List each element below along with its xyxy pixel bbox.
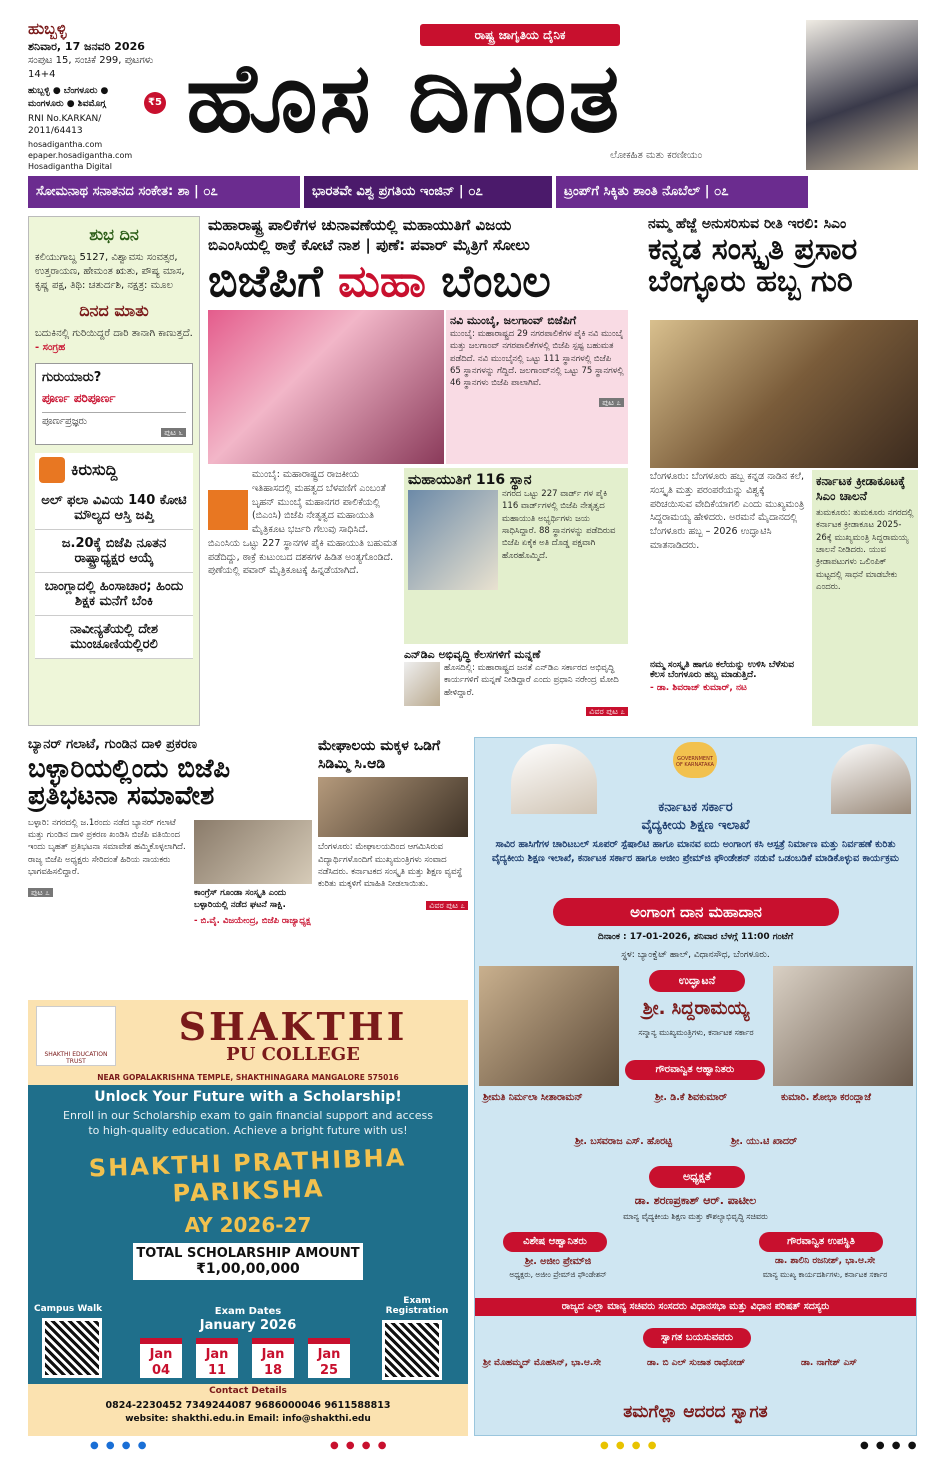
sidebox-title: ನವಿ ಮುಂಬೈ, ಜಲಗಾಂವ್ ಬಿಜೆಪಿಗೆ — [450, 314, 577, 327]
special-label: ವಿಶೇಷ ಆಹ್ವಾನಿತರು — [503, 1232, 607, 1252]
shakthi-name: SHAKTHI — [178, 1004, 408, 1049]
inaug-label: ಉದ್ಘಾಟನೆ — [649, 970, 745, 992]
kirusuddi-title: ಕಿರುಸುದ್ದಿ — [71, 460, 118, 479]
bellary-body: ಬಳ್ಳಾರಿ: ನಗರದಲ್ಲಿ ಜ.1ರಂದು ನಡೆದ ಬ್ಯಾನರ್ ಗಲಾಟೆ ಮತ್ತು ಗುಂಡಿನ ದಾಳಿ ಪ್ರಕರಣ ಖಂಡಿಸಿ ಬಿಜೆಪಿ ವತಿಯಿಂದ ಇಂದು ಬೃಹತ್ ಪ್ರತಿಭಟನಾ ಸಮಾವೇಶ ಹಮ್ಮಿಕೊಳ್ಳಲಾಗಿದೆ. ರಾಜ್ಯ ಬಿಜೆಪಿ ಅಧ್ಯಕ್ಷರು ಸೇರಿದಂತೆ ಹಿರಿಯ ನಾಯಕರು ಭಾಗವಹಿಸಲಿದ್ದಾರೆ. — [28, 817, 186, 877]
contact-label: Contact Details — [209, 1386, 287, 1396]
date-month: Jan — [205, 1347, 229, 1362]
kiru-item[interactable]: ಅಲ್ ಫಲಾ ವಿವಿಯ 140 ಕೋಟಿ ಮೌಲ್ಯದ ಆಸ್ತಿ ಜಪ್ತಿ — [35, 487, 193, 530]
presence-role: ಮಾನ್ಯ ಮುಖ್ಯ ಕಾರ್ಯದರ್ಶಿಗಳು, ಕರ್ನಾಟಕ ಸರ್ಕಾರ — [762, 1270, 888, 1279]
special-role: ಅಧ್ಯಕ್ಷರು, ಅಜೀಂ ಪ್ರೇಮ್‌ಜಿ ಫೌಂಡೇಶನ್ — [509, 1270, 607, 1279]
edition-city: ಹುಬ್ಬಳ್ಳಿ — [28, 19, 67, 38]
nda-title: ಎನ್‌ಡಿಎ ಅಭಿವೃದ್ಧಿ ಕೆಲಸಗಳಿಗೆ ಮನ್ನಣೆ — [404, 648, 541, 661]
date-box — [252, 1338, 294, 1378]
lead-kicker-2: ಬಿಎಂಸಿಯಲ್ಲಿ ಠಾಕ್ರೆ ಕೋಟೆ ನಾಶ | ಪುಣೆ: ಪವಾರ್ ಮೈತ್ರಿಗೆ ಸೋಲು — [208, 235, 530, 254]
hostel-headline[interactable]: ಮೇಘಾಲಯ ಮಕ್ಕಳ ಒಡಿಗೆ ಸಿಡಿಮ್ಮಿ ಸಿ.ಆಡಿ — [318, 738, 441, 773]
gov-desc: ಸಾವಿರ ಹಾಸಿಗೆಗಳ ಚಾರಿಟಬಲ್ ಸೂಪರ್ ಸ್ಪೆಷಾಲಿಟಿ ಹಾಗೂ ಮಾನವ ಐದು ಅಂಗಾಂಗ ಕಸಿ ಆಸ್ಪತ್ರೆ ನಿರ್ಮಾಣ ಮತ್ತು ನಿರ್ವಹಣೆ ಕುರಿತು ವೈದ್ಯಕೀಯ ಶಿಕ್ಷಣ ಇಲಾಖೆ, ಕರ್ನಾಟಕ ಸರ್ಕಾರ ಹಾಗೂ ಅಜೀಂ ಪ್ರೇಮ್‌ಜಿ ಫೌಂಡೇಶನ್ ನಡುವೆ ಒಡಂಬಡಿಕೆ ಮಾಡಿಕೊಳ್ಳುವ ಕಾರ್ಯಕ್ರಮ — [492, 839, 899, 865]
lead-body — [208, 468, 400, 718]
lead-body-text: ಮುಂಬೈ: ಮಹಾರಾಷ್ಟ್ರದ ರಾಜಕೀಯ ಇತಿಹಾಸದಲ್ಲಿ ಮಹತ್ವದ ಬೆಳವಣಿಗೆ ಎಂಬಂತೆ ಬೃಹನ್ ಮುಂಬೈ ಮಹಾನಗರ ಪಾಲಿಕೆಯಲ್ಲಿ (ಬಿಎಂಸಿ) ಬಿಜೆಪಿ ನೇತೃತ್ವದ ಮಹಾಯುತಿ ಮೈತ್ರಿಕೂಟ ಭರ್ಜರಿ ಗೆಲುವು ಸಾಧಿಸಿದೆ. ಬಿಎಂಸಿಯ ಒಟ್ಟು 227 ಸ್ಥಾನಗಳ ಪೈಕಿ ಮಹಾಯುತಿ ಬಹುಮತ ಪಡೆದಿದ್ದು, ಠಾಕ್ರೆ ಕುಟುಂಬದ ದಶಕಗಳ ಹಿಡಿತ ಅಂತ್ಯಗೊಂಡಿದೆ. ಪುಣೆಯಲ್ಲಿ ಪವಾರ್ ಮೈತ್ರಿಕೂಟಕ್ಕೆ ಹಿನ್ನಡೆಯಾಗಿದೆ. — [208, 469, 398, 577]
sidebox-text: ಮುಂಬೈ: ಮಹಾರಾಷ್ಟ್ರದ 29 ನಗರಪಾಲಿಕೆಗಳ ಪೈಕಿ ನವಿ ಮುಂಬೈ ಮತ್ತು ಜಲಗಾಂವ್ ನಗರಪಾಲಿಕೆಗಳಲ್ಲಿ ಬಿಜೆಪಿ ಸ್ಪಷ್ಟ ಬಹುಮತ ಪಡೆದಿದೆ. ನವಿ ಮುಂಬೈನಲ್ಲಿ ಒಟ್ಟು 111 ಸ್ಥಾನಗಳಲ್ಲಿ ಬಿಜೆಪಿ 65 ಸ್ಥಾನಗಳನ್ನು ಗೆದ್ದಿದೆ. ಜಲಗಾಂವ್‌ನಲ್ಲಿ ಒಟ್ಟು 75 ಸ್ಥಾನಗಳಲ್ಲಿ 46 ಸ್ಥಾನಗಳು ಬಿಜೆಪಿ ಪಾಲಾಗಿವೆ. — [450, 329, 624, 389]
event-venue: ಸ್ಥಳ: ಬ್ಯಾಂಕ್ವೆಟ್ ಹಾಲ್, ವಿಧಾನಸೌಧ, ಬೆಂಗಳೂರು. — [621, 950, 770, 960]
date-day: 11 — [207, 1363, 227, 1378]
scholarship-total: TOTAL SCHOLARSHIP AMOUNT — [136, 1245, 360, 1261]
guest-name: ಶ್ರೀಮತಿ ನಿರ್ಮಲಾ ಸೀತಾರಾಮನ್ — [483, 1092, 583, 1103]
inaug-name: ಶ್ರೀ. ಸಿದ್ದರಾಮಯ್ಯ — [642, 998, 750, 1019]
mahayuti-box — [404, 468, 628, 644]
tagline: ರಾಷ್ಟ್ರ ಜಾಗೃತಿಯ ದೈನಿಕ — [420, 24, 620, 46]
date-day: 18 — [263, 1363, 283, 1378]
kiru-item[interactable]: ಬಾಂಗ್ಲಾದಲ್ಲಿ ಹಿಂಸಾಚಾರ; ಹಿಂದು ಶಿಕ್ಷಕ ಮನೆಗೆ ಬೆಂಕಿ — [35, 573, 193, 616]
shakthi-exam: SHAKTHI PRATHIBHA PARIKSHA — [88, 1143, 407, 1208]
lead-sidebox — [446, 310, 628, 464]
shakthi-desc: Enroll in our Scholarship exam to gain financial support and access to high-quality education. Achieve a bright future with us! — [63, 1109, 433, 1137]
hostel-story — [318, 737, 468, 995]
hostel-photo — [318, 777, 468, 837]
thumb-icon — [39, 457, 65, 483]
guest-name: ಶ್ರೀ. ಯು.ಟಿ ಖಾದರ್ — [731, 1136, 798, 1147]
website-link[interactable]: hosadigantha.com — [28, 140, 103, 149]
shubha-dina-text: ಕಲಿಯುಗಾಬ್ದ 5127, ವಿಶ್ವಾವಸು ಸಂವತ್ಸರ, ಉತ್ತರಾಯಣ, ಹೇಮಂತ ಋತು, ಪೌಷ್ಯ ಮಾಸ, ಕೃಷ್ಣ ಪಕ್ಷ, ತಿಥಿ: ಚತುರ್ದಶಿ, ನಕ್ಷತ್ರ: ಮೂಲ — [35, 252, 185, 291]
modi-photo — [404, 662, 440, 706]
gov-emblem-icon: GOVERNMENT OF KARNATAKA — [673, 742, 717, 778]
teaser-2[interactable]: ಭಾರತವೇ ವಿಶ್ವ ಪ್ರಗತಿಯ ಇಂಜಿನ್ | ೦೭ — [304, 176, 552, 208]
mahayuti-title: ಮಹಾಯುತಿಗೆ 116 ಸ್ಥಾನ — [408, 472, 532, 488]
scholarship-box — [133, 1243, 363, 1280]
headline-part-c: ಬೆಂಬಲ — [425, 256, 551, 307]
guests-label: ಗೌರವಾನ್ವಿತ ಆಹ್ವಾನಿತರು — [625, 1060, 765, 1080]
quote-author: - ಡಾ. ಶಿವರಾಜ್ ಕುಮಾರ್, ನಟ — [650, 683, 747, 693]
mahayuti-photo — [408, 490, 498, 590]
issue-date: ಶನಿವಾರ, 17 ಜನವರಿ 2026 — [28, 39, 145, 53]
shakthi-logo-icon: SHAKTHI EDUCATION TRUST — [36, 1006, 116, 1066]
register-marks-icon: ● ● ● ● — [600, 1440, 659, 1451]
welcome-label: ಸ್ವಾಗತ ಬಯಸುವವರು — [643, 1328, 751, 1348]
exam-month: January 2026 — [199, 1318, 297, 1333]
header-photo — [806, 20, 918, 170]
masthead-logo[interactable] — [186, 42, 622, 154]
scholarship-amount: ₹1,00,00,000 — [196, 1260, 300, 1277]
guest-name: ಶ್ರೀ. ಬಸವರಾಜ ಎಸ್. ಹೊರಟ್ಟಿ — [575, 1136, 672, 1147]
shubha-dina-title: ಶುಭ ದಿನ — [89, 225, 139, 244]
right-headline-1[interactable]: ಕನ್ನಡ ಸಂಸ್ಕೃತಿ ಪ್ರಸಾರ — [648, 232, 858, 267]
registration-qr-icon[interactable] — [382, 1320, 442, 1380]
digital-link[interactable]: Hosadigantha Digital — [28, 161, 112, 171]
quiz-page: ಪುಟ ೬ — [161, 428, 186, 437]
lead-kicker-1: ಮಹಾರಾಷ್ಟ್ರ ಪಾಲಿಕೆಗಳ ಚುನಾವಣೆಯಲ್ಲಿ ಮಹಾಯುತಿಗೆ ವಿಜಯ — [208, 216, 512, 234]
kiru-item[interactable]: ಜ.20ಕ್ಕೆ ಬಿಜೆಪಿ ನೂತನ ರಾಷ್ಟ್ರಾಧ್ಯಕ್ಷರ ಆಯ್ಕೆ — [35, 530, 193, 573]
campus-qr-icon[interactable] — [42, 1318, 102, 1378]
shakthi-ay: AY 2026-27 — [184, 1212, 312, 1237]
right-kicker: ನಮ್ಮ ಹೆಜ್ಜೆ ಅನುಸರಿಸುವ ರೀತಿ ಇರಲಿ: ಸಿಎಂ — [648, 216, 847, 232]
bellary-sidequote-author: - ಬಿ.ವೈ. ವಿಜಯೇಂದ್ರ, ಬಿಜೆಪಿ ರಾಜ್ಯಾಧ್ಯಕ್ಷ — [194, 915, 311, 926]
gov-footer: ತಮಗೆಲ್ಲಾ ಆದರದ ಸ್ವಾಗತ — [623, 1402, 768, 1422]
special-name: ಶ್ರೀ. ಅಜೀಂ ಪ್ರೇಮ್‌ಜಿ — [524, 1256, 592, 1267]
shakthi-advertisement[interactable] — [28, 1000, 468, 1436]
headline-part-a: ಬಿಜೆಪಿಗೆ — [208, 256, 338, 307]
shakthi-address: NEAR GOPALAKRISHNA TEMPLE, SHAKTHINAGARA MANGALORE 575016 — [28, 1072, 468, 1085]
right-photo — [650, 320, 918, 468]
lead-story — [208, 216, 636, 305]
event-photo-left — [479, 966, 619, 1086]
contact-section — [28, 1384, 468, 1436]
exam-date-list — [140, 1338, 350, 1378]
kirusuddi-box — [35, 453, 193, 659]
quote-text: ನಮ್ಮ ಸಂಸ್ಕೃತಿ ಹಾಗೂ ಕಲೆಯನ್ನು ಉಳಿಸಿ ಬೆಳೆಸುವ ಕೆಲಸ ಬೆಂಗಳೂರು ಹಬ್ಬ ಮಾಡುತ್ತಿದೆ. — [650, 660, 794, 680]
shakthi-unlock: Unlock Your Future with a Scholarship! — [94, 1089, 402, 1105]
register-marks-icon: ● ● ● ● — [860, 1440, 919, 1451]
date-box — [196, 1338, 238, 1378]
editions: ಹುಬ್ಬಳ್ಳಿ ● ಬೆಂಗಳೂರು ● ಮಂಗಳೂರು ● ಶಿವಮೊಗ್ಗ — [28, 86, 109, 109]
headline-part-b: ಮಹಾ — [337, 256, 426, 307]
right-quote — [650, 660, 808, 693]
nda-box — [404, 648, 628, 724]
chair-name: ಡಾ. ಶರಣಪ್ರಕಾಶ್ ಆರ್. ಪಾಟೀಲ — [634, 1194, 757, 1207]
chair-role: ಮಾನ್ಯ ವೈದ್ಯಕೀಯ ಶಿಕ್ಷಣ ಮತ್ತು ಕೌಶಲ್ಯಾಭಿವೃದ್ಧಿ ಸಚಿವರು — [623, 1212, 768, 1221]
date-day: 04 — [151, 1363, 171, 1378]
date-box — [308, 1338, 350, 1378]
masthead-subtitle: ಲೋಕಹಿತ ಮತು ಕರಣೀಯಂ — [610, 150, 703, 161]
dinada-matu-author: - ಸಂಗ್ರಹ — [35, 342, 66, 353]
gov-dept-2: ವೈದ್ಯಕೀಯ ಶಿಕ್ಷಣ ಇಲಾಖೆ — [641, 818, 750, 833]
campus-label: Campus Walk — [34, 1304, 103, 1314]
quiz-title: ಗುರುಯಾರು? — [42, 370, 102, 385]
sports-box — [812, 470, 918, 726]
masthead-text-c: ತ — [568, 42, 622, 154]
bellary-photo — [194, 820, 312, 884]
shakthi-sub: PU COLLEGE — [226, 1044, 360, 1065]
left-column — [28, 216, 200, 726]
epaper-link[interactable]: epaper.hosadigantha.com — [28, 150, 133, 160]
gov-dept-1: ಕರ್ನಾಟಕ ಸರ್ಕಾರ — [658, 800, 733, 815]
date-month: Jan — [317, 1347, 341, 1362]
contact-web[interactable]: website: shakthi.edu.in Email: info@shakthi.edu — [125, 1414, 371, 1424]
gov-advertisement[interactable] — [474, 737, 917, 1436]
guest-name: ಶ್ರೀ. ಡಿ.ಕೆ ಶಿವಕುಮಾರ್ — [655, 1092, 727, 1103]
exam-dates-label: Exam Dates — [214, 1306, 282, 1317]
presence-label: ಗೌರವಾನ್ವಿತ ಉಪಸ್ಥಿತಿ — [759, 1232, 883, 1252]
sports-title: ಕರ್ನಾಟಕ ಕ್ರೀಡಾಕೂಟಕ್ಕೆ ಸಿಎಂ ಚಾಲನೆ — [816, 474, 906, 503]
masthead-text-a: ಹೊಸ ದಿಗ — [186, 42, 569, 154]
dinada-matu-text: ಬದುಕಿನಲ್ಲಿ ಗುರಿಯಿದ್ದರೆ ದಾರಿ ತಾನಾಗಿ ಕಾಣುತ್ತದೆ. — [35, 328, 193, 339]
price-badge: ₹5 — [144, 92, 166, 114]
welcome-name: ಶ್ರೀ ಮೊಹಮ್ಮದ್ ಮೊಹಸಿನ್, ಭಾ.ಆ.ಸೇ — [483, 1358, 602, 1368]
dinada-matu-title: ದಿನದ ಮಾತು — [79, 301, 149, 320]
nda-page: ವಿವರ ಪುಟ ೭ — [586, 707, 628, 716]
issue-number: ಸಂಪುಟ 15, ಸಂಚಿಕೆ 299, ಪುಟಗಳು 14+4 — [28, 55, 154, 80]
right-body: ಬೆಂಗಳೂರು: ಬೆಂಗಳೂರು ಹಬ್ಬ ಕನ್ನಡ ನಾಡಿನ ಕಲೆ, ಸಂಸ್ಕೃತಿ ಮತ್ತು ಪರಂಪರೆಯನ್ನು ವಿಶ್ವಕ್ಕೆ ಪರಿಚಯಿಸುವ ವೇದಿಕೆಯಾಗಲಿ ಎಂದು ಮುಖ್ಯಮಂತ್ರಿ ಸಿದ್ದರಾಮಯ್ಯ ಹೇಳಿದರು. ಅರಮನೆ ಮೈದಾನದಲ್ಲಿ ಬೆಂಗಳೂರು ಹಬ್ಬ – 2026 ಉದ್ಘಾಟಿಸಿ ಮಾತನಾಡಿದರು. — [650, 471, 805, 551]
teaser-3[interactable]: ಟ್ರಂಪ್‌ಗೆ ಸಿಕ್ಕಿತು ಶಾಂತಿ ನೊಬೆಲ್ | ೦೭ — [556, 176, 808, 208]
register-marks-icon: ● ● ● ● — [90, 1440, 149, 1451]
bellary-page: ಪುಟ ೭ — [28, 888, 53, 897]
right-story — [648, 216, 918, 297]
lead-photo — [208, 310, 444, 464]
lead-headline[interactable] — [208, 256, 636, 307]
right-headline-2[interactable]: ಬೆಂಗ್ಳೂರು ಹಬ್ಬ ಗುರಿ — [648, 263, 853, 299]
bellary-headline[interactable]: ಬಳ್ಳಾರಿಯಲ್ಲಿಂದು ಬಿಜೆಪಿ ಪ್ರತಿಭಟನಾ ಸಮಾವೇಶ — [28, 754, 231, 812]
hostel-page: ವಿವರ ಪುಟ ೭ — [426, 901, 468, 910]
quiz-footer: ಪೂರ್ಣಪ್ರಜ್ಞರು — [42, 412, 186, 427]
bellary-sidequote-text: ಕಾಂಗ್ರೆಸ್ ಗೂಂಡಾ ಸಂಸ್ಕೃತಿ ಎಂದು ಬಳ್ಳಾರಿಯಲ್ಲಿ ನಡೆದ ಘಟನೆ ಸಾಕ್ಷಿ. — [194, 888, 287, 910]
shakthi-header — [28, 1000, 468, 1072]
hostel-body: ಬೆಂಗಳೂರು: ಮೇಘಾಲಯದಿಂದ ಆಗಮಿಸಿರುವ ವಿದ್ಯಾರ್ಥಿಗಳೊಂದಿಗೆ ಮುಖ್ಯಮಂತ್ರಿಗಳು ಸಂವಾದ ನಡೆಸಿದರು. ಕರ್ನಾಟಕದ ಸಂಸ್ಕೃತಿ ಮತ್ತು ಶಿಕ್ಷಣ ವ್ಯವಸ್ಥೆ ಕುರಿತು ಮಕ್ಕಳಿಗೆ ಮಾಹಿತಿ ನೀಡಲಾಯಿತು. — [318, 842, 463, 890]
bellary-sidequote — [194, 888, 312, 928]
bellary-kicker: ಬ್ಯಾನರ್ ಗಲಾಟೆ, ಗುಂಡಿನ ದಾಳಿ ಪ್ರಕರಣ — [28, 737, 197, 752]
sports-text: ತುಮಕೂರು: ತುಮಕೂರು ನಗರದಲ್ಲಿ ಕರ್ನಾಟಕ ಕ್ರೀಡಾಕೂಟ 2025-26ಕ್ಕೆ ಮುಖ್ಯಮಂತ್ರಿ ಸಿದ್ದರಾಮಯ್ಯ ಚಾಲನೆ ನೀಡಿದರು. ಯುವ ಕ್ರೀಡಾಪಟುಗಳು ಒಲಿಂಪಿಕ್ ಮಟ್ಟದಲ್ಲಿ ಸಾಧನೆ ಮಾಡಬೇಕು ಎಂದರು. — [816, 508, 914, 592]
event-datetime: ದಿನಾಂಕ : 17-01-2026, ಶನಿವಾರ ಬೆಳಗ್ಗೆ 11:00 ಗಂಟೆಗೆ — [597, 932, 794, 942]
quiz-box[interactable] — [35, 363, 193, 445]
bjp-logo-icon — [208, 490, 248, 530]
date-box — [140, 1338, 182, 1378]
rni-number: RNI No.KARKAN/ 2011/64413 — [28, 113, 102, 136]
contact-phones: 0824-2230452 7349244087 9686000046 9611588813 — [105, 1400, 391, 1411]
presence-name: ಡಾ. ಶಾಲಿನಿ ರಜನೀಶ್, ಭಾ.ಆ.ಸೇ — [774, 1256, 876, 1266]
welcome-name: ಡಾ. ಬಿ ಎಲ್ ಸುಜಾತ ರಾಥೋಡ್ — [647, 1358, 746, 1368]
date-day: 25 — [319, 1363, 339, 1378]
date-month: Jan — [261, 1347, 285, 1362]
registration-label: Exam Registration — [385, 1296, 449, 1316]
mahayuti-text: ನಗರದ ಒಟ್ಟು 227 ವಾರ್ಡ್ ಗಳ ಪೈಕಿ 116 ವಾರ್ಡ್‌ಗಳಲ್ಲಿ ಬಿಜೆಪಿ ನೇತೃತ್ವದ ಮಹಾಯುತಿ ಅಭ್ಯರ್ಥಿಗಳು ಜಯ ಸಾಧಿಸಿದ್ದಾರೆ. 88 ಸ್ಥಾನಗಳನ್ನು ಪಡೆದಿರುವ ಬಿಜೆಪಿ ಏಕೈಕ ಅತಿ ದೊಡ್ಡ ಪಕ್ಷವಾಗಿ ಹೊರಹೊಮ್ಮಿದೆ. — [502, 489, 616, 561]
gov-banner: ರಾಜ್ಯದ ಎಲ್ಲಾ ಮಾನ್ಯ ಸಚಿವರು ಸಂಸದರು ವಿಧಾನಸಭಾ ಮತ್ತು ವಿಧಾನ ಪರಿಷತ್ ಸದಸ್ಯರು — [475, 1298, 916, 1316]
guest-name: ಕುಮಾರಿ. ಶೋಭಾ ಕರಂದ್ಲಾಜೆ — [781, 1092, 872, 1103]
inaug-role: ಸನ್ಮಾನ್ಯ ಮುಖ್ಯಮಂತ್ರಿಗಳು, ಕರ್ನಾಟಕ ಸರ್ಕಾರ — [638, 1028, 754, 1037]
welcome-name: ಡಾ. ನಾಗೇಶ್ ಎಸ್ — [801, 1358, 857, 1368]
kiru-item[interactable]: ನಾವೀನ್ಯತೆಯಲ್ಲಿ ದೇಶ ಮುಂಚೂಣಿಯಲ್ಲಿರಲಿ — [35, 616, 193, 659]
quiz-subtitle: ಪೂರ್ಣ ಪರಿಪೂರ್ಣ — [42, 391, 116, 405]
register-marks-icon: ● ● ● ● — [330, 1440, 389, 1451]
sidebox-page: ಪುಟ ೭ — [599, 398, 624, 407]
event-photo-right — [773, 966, 913, 1086]
date-month: Jan — [149, 1347, 173, 1362]
event-title: ಅಂಗಾಂಗ ದಾನ ಮಹಾದಾನ — [553, 898, 839, 926]
teaser-1[interactable]: ಸೋಮನಾಥ ಸನಾತನದ ಸಂಕೇತ: ಶಾ | ೦೭ — [28, 176, 300, 208]
chair-label: ಅಧ್ಯಕ್ಷತೆ — [649, 1166, 745, 1188]
nda-text: ಹೊಸದಿಲ್ಲಿ: ಮಹಾರಾಷ್ಟ್ರದ ಜನತೆ ಎನ್‌ಡಿಎ ಸರ್ಕಾರದ ಅಭಿವೃದ್ಧಿ ಕಾರ್ಯಗಳಿಗೆ ಮನ್ನಣೆ ನೀಡಿದ್ದಾರೆ ಎಂದು ಪ್ರಧಾನಿ ನರೇಂದ್ರ ಮೋದಿ ಹೇಳಿದ್ದಾರೆ. — [444, 663, 619, 698]
